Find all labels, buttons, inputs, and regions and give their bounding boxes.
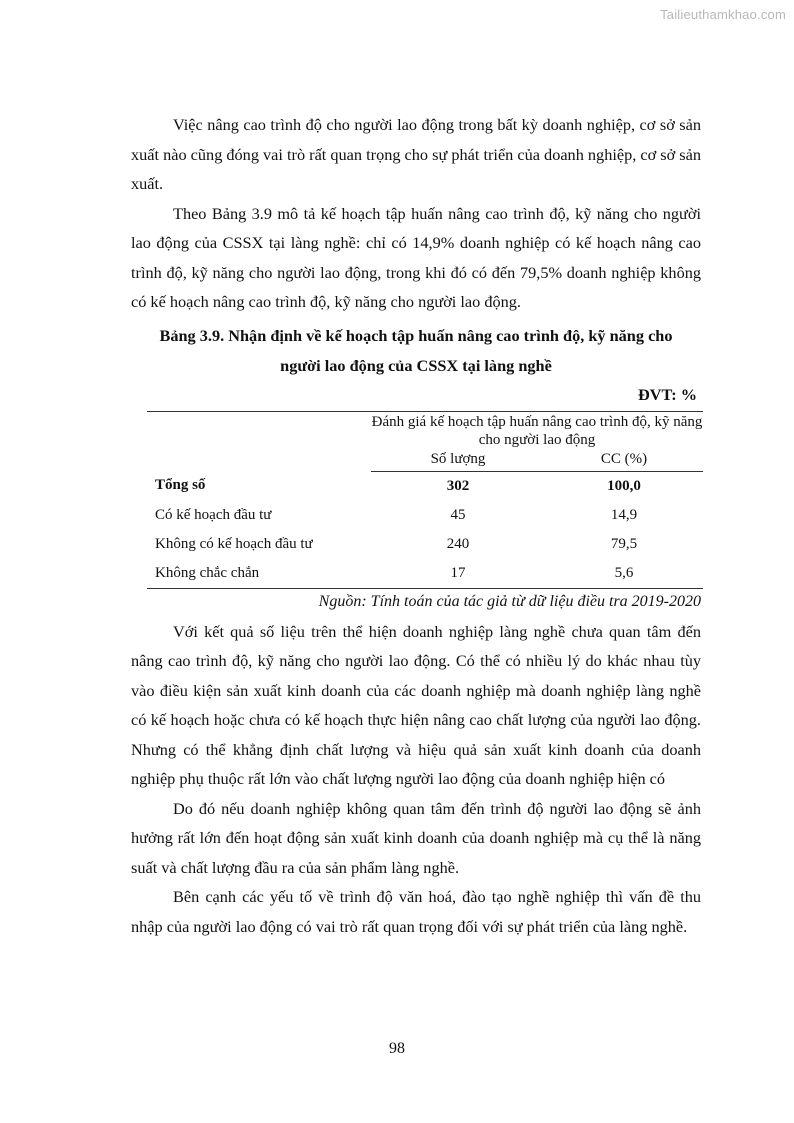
watermark: Tailieuthamkhao.com xyxy=(660,7,786,22)
table-header-empty xyxy=(147,411,371,449)
table-caption-line: người lao động của CSSX tại làng nghề xyxy=(280,355,552,375)
table-header-row xyxy=(147,411,703,449)
column-header-count: Số lượng xyxy=(371,449,545,472)
row-label: Tổng số xyxy=(155,477,206,494)
table-caption xyxy=(131,321,701,381)
row-count: 302 xyxy=(446,477,470,494)
table-subheader-row xyxy=(147,449,703,472)
row-count: 240 xyxy=(446,535,470,552)
row-count: 17 xyxy=(371,559,545,589)
paragraph: Bên cạnh các yếu tố về trình độ văn hoá, đào tạo nghề nghiệp thì vấn đề thu nhập của người lao động có vai trò rất quan trọng đối với sự phát triển của làng nghề. xyxy=(131,887,701,936)
row-pct: 100,0 xyxy=(607,477,641,494)
row-pct: 5,6 xyxy=(545,559,703,589)
table-row xyxy=(147,530,703,559)
paragraph: Với kết quả số liệu trên thể hiện doanh nghiệp làng nghề chưa quan tâm đến nâng cao trình độ, kỹ năng cho người lao động. Có thể có nhiều lý do khác nhau tùy vào điều kiện sản xuất kinh doanh của các doanh nghiệp mà doanh nghiệp làng nghề có kế hoạch hoặc chưa có kế hoạch thực hiện nâng cao chất lượng của người lao động. Nhưng có thể khẳng định chất lượng và hiệu quả sản xuất kinh doanh của doanh nghiệp phụ thuộc rất lớn vào chất lượng người lao động của doanh nghiệp hiện có xyxy=(131,621,701,788)
row-pct: 14,9 xyxy=(610,506,638,523)
paragraph: Việc nâng cao trình độ cho người lao động trong bất kỳ doanh nghiệp, cơ sở sản xuất nào cũng đóng vai trò rất quan trọng cho sự phát triển của doanh nghiệp, cơ sở sản xuất. xyxy=(131,115,701,193)
table-source: Nguồn: Tính toán của tác giả từ dữ liệu điều tra 2019-2020 xyxy=(318,592,701,610)
column-header-pct: CC (%) xyxy=(545,449,703,472)
table-row xyxy=(147,559,703,589)
table-row xyxy=(147,501,703,530)
row-count: 45 xyxy=(450,506,466,523)
row-label: Không có kế hoạch đầu tư xyxy=(155,535,313,552)
data-table xyxy=(147,411,703,589)
table-subheader-empty xyxy=(147,449,371,472)
paragraph: Theo Bảng 3.9 mô tả kế hoạch tập huấn nâng cao trình độ, kỹ năng cho người lao động của CSSX tại làng nghề: chỉ có 14,9% doanh nghiệp có kế hoạch nâng cao trình độ, kỹ năng cho người lao động, trong khi đó có đến 79,5% doanh nghiệp không có kế hoạch nâng cao trình độ, kỹ năng cho người lao động. xyxy=(131,203,701,311)
table-row xyxy=(147,471,703,501)
table-caption-line: Bảng 3.9. Nhận định về kế hoạch tập huấn nâng cao trình độ, kỹ năng cho xyxy=(159,325,673,345)
page-content xyxy=(131,110,701,941)
row-label: Có kế hoạch đầu tư xyxy=(155,506,272,523)
row-pct: 79,5 xyxy=(610,535,638,552)
paragraph: Do đó nếu doanh nghiệp không quan tâm đến trình độ người lao động sẽ ảnh hưởng rất lớn đến hoạt động sản xuất kinh doanh của doanh nghiệp mà cụ thể là năng suất và chất lượng đầu ra của sản phẩm làng nghề. xyxy=(131,798,701,877)
table-header-group: Đánh giá kế hoạch tập huấn nâng cao trình độ, kỹ năng cho người lao động xyxy=(371,411,703,449)
table-unit: ĐVT: % xyxy=(638,384,697,404)
row-label: Không chắc chắn xyxy=(147,559,371,589)
page-number: 98 xyxy=(389,1040,405,1057)
